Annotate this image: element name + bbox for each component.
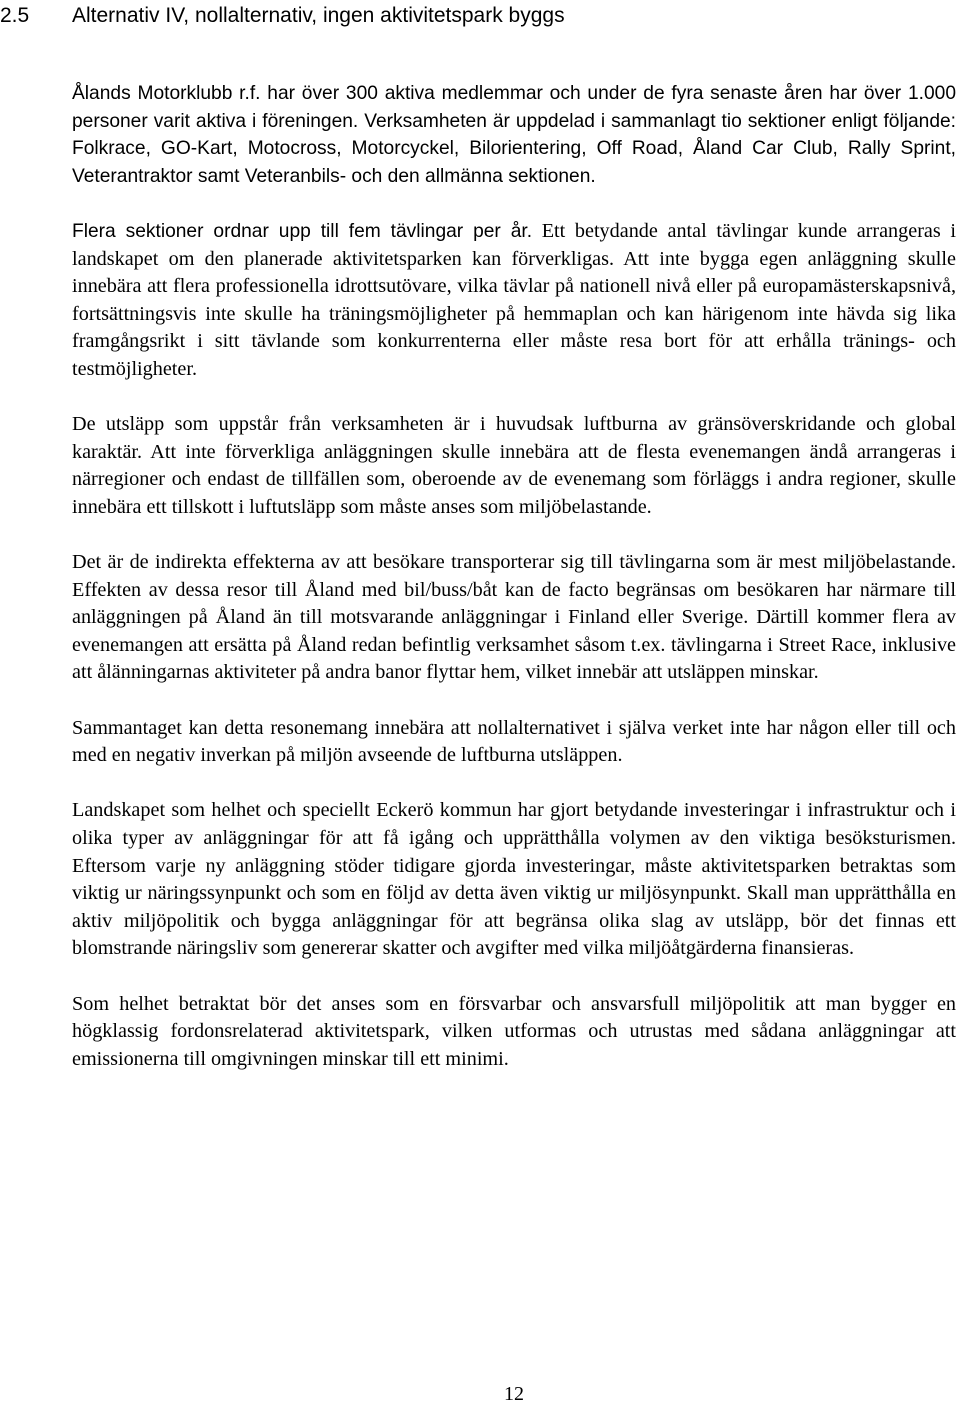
paragraph-motorklubb xyxy=(72,80,956,190)
paragraph-tavlingar xyxy=(72,218,956,384)
paragraph-landskapet: Landskapet som helhet och speciellt Eckerö kommun har gjort betydande investeringar i infrastruktur och i olika typer av anläggningar för att få igång och upprätthålla volymen av den viktiga besöksturismen. Eftersom varje ny anläggning stöder tidigare gjorda investeringar, måste aktivitetsparken betraktas som viktig ur näringssynpunkt och som en följd av detta även viktig ur miljösynpunkt. Skall man upprätthålla en aktiv miljöpolitik och bygga anläggningar för att begränsa olika slag av utsläpp, bör det finnas ett blomstrande näringsliv som genererar skatter och avgifter med vilka miljöåtgärderna finansieras. xyxy=(72,799,956,960)
paragraph-motorklubb-sections: Verksamheten är uppdelad i sammanlagt tio sektioner enligt följande: Folkrace, GO-Kart, Motocross, Motorcyckel, Bilorientering, Off Road, Åland Car Club, Rally Sprint, Veterantraktor samt Veteranbils- och den allmänna sektionen. xyxy=(72,110,956,187)
paragraph-som-helhet: Som helhet betraktat bör det anses som en försvarbar och ansvarsfull miljöpolitik att man bygger en högklassig fordonsrelaterad aktivitetspark, vilken utformas och utrustas med sådana anläggningar att emissionerna till omgivningen minskar till ett minimi. xyxy=(72,992,956,1070)
section-heading xyxy=(0,3,565,29)
paragraph-sammantaget: Sammantaget kan detta resonemang innebära att nollalternativet i själva verket inte har någon eller till och med en negativ inverkan på miljön avseende de luftburna utsläppen. xyxy=(72,716,956,767)
paragraph-motorklubb-intro: Ålands Motorklubb r.f. har över 300 aktiva medlemmar och under de fyra senaste åren har över 1.000 personer varit aktiva i föreningen. xyxy=(72,83,956,132)
section-number: 2.5 xyxy=(0,4,30,27)
page-number: 12 xyxy=(504,1383,524,1405)
section-title: Alternativ IV, nollalternativ, ingen aktivitetspark byggs xyxy=(72,4,565,27)
paragraph-tavlingar-body: Ett betydande antal tävlingar kunde arrangeras i landskapet om den planerade aktivitetsparken kan förverkligas. Att inte bygga egen anläggning skulle innebära att flera professionella idrottsutövare, vilka tävlar på nationell nivå eller på europamästerskapsnivå, fortsättningsvis inte skulle ha träningsmöjligheter på hemmaplan och kan härigenom inte hävda sig lika framgångsrikt i sitt tävlande som konkurrenterna eller måste resa bort för att erhålla tränings- och testmöjligheter. xyxy=(72,219,956,380)
paragraph-tavlingar-intro: Flera sektioner ordnar upp till fem tävlingar per år. xyxy=(72,220,533,242)
body-text xyxy=(72,80,956,1101)
paragraph-indirekta-effekter: Det är de indirekta effekterna av att besökare transporterar sig till tävlingarna som är mest miljöbelastande. Effekten av dessa resor till Åland med bil/buss/båt kan de facto begränsas om besökaren har närmare till anläggningen på Åland än till motsvarande anläggningar i Finland eller Sverige. Därtill kommer flera av evenemangen att ersätta på Åland redan befintlig verksamhet såsom t.ex. tävlingarna i Street Race, inklusive att ålänningarnas aktiviteter på andra banor flyttar hem, vilket innebär att utsläppen minskar. xyxy=(72,551,956,684)
paragraph-utslapp: De utsläpp som uppstår från verksamheten är i huvudsak luftburna av gränsöverskridande och global karaktär. Att inte förverkliga anläggningen skulle innebära att de flesta evenemangen ändå arrangeras i närregioner och endast de tillfällen som, oberoende av de evenemang som förläggs i andra regioner, skulle innebära ett tillskott i luftutsläpp som måste anses som miljöbelastande. xyxy=(72,413,956,518)
